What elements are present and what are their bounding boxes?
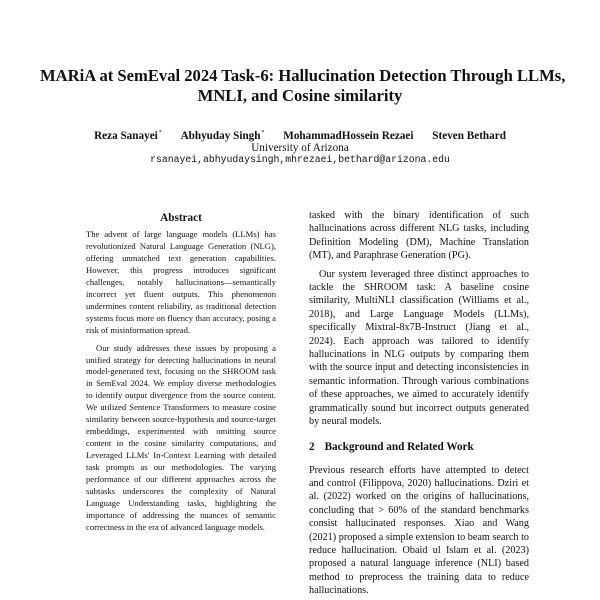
author: Steven Bethard bbox=[432, 129, 506, 142]
section-heading bbox=[309, 440, 529, 454]
abstract-body bbox=[86, 229, 276, 540]
body-paragraph: tasked with the binary identification of such hallucinations across different NLG tasks, including Definition Modeling (DM), Machine Translation (MT), and Paraphrase Generation (PG). bbox=[309, 210, 529, 262]
author: Abhyuday Singh* bbox=[180, 129, 265, 142]
author: Reza Sanayei* bbox=[94, 129, 162, 142]
author-emails: rsanayei,abhyudaysingh,mhrezaei,bethard@arizona.edu bbox=[150, 154, 450, 165]
equal-contribution-mark: * bbox=[261, 130, 265, 136]
abstract-heading: Abstract bbox=[160, 212, 202, 224]
abstract-paragraph: Our study addresses these issues by proposing a unified strategy for detecting hallucinations in neural model-generated text, focusing on the SHROOM task in SemEval 2024. We employ diverse methodologies to identify output divergence from the source content. We utilized Sentence Transformers to measure cosine similarity between source-hypothesis and source-target embeddings, experimented with omitting source content in the cosine similarity computations, and Leveraged LLMs' In-Context Learning with detailed task prompts as our methodologies. The varying performance of our different approaches across the subtasks underscores the complexity of Natural Language Understanding tasks, highlighting the importance of addressing the nuances of semantic correctness in the era of advanced language models. bbox=[86, 342, 276, 532]
section-title: Background and Related Work bbox=[324, 440, 474, 453]
body-paragraph: Our system leveraged three distinct approaches to tackle the SHROOM task: A baseline cosine similarity, MultiNLI classification (Williams et al., 2018), and Large Language Models (LLMs), specifically Mixtral-8x7B-Instruct (Jiang et al., 2024). Each approach was tailored to identify hallucinations in NLG outputs by comparing them with the source input and detecting inconsistencies in semantic information. Through various combinations of these approaches, we aimed to accurately identify grammatically sound but incorrect outputs generated by neural models. bbox=[309, 268, 529, 428]
right-column bbox=[309, 209, 529, 598]
body-paragraph: Previous research efforts have attempted to detect and control (Filippova, 2020) hallucinations. Dziri et al. (2022) worked on the origins of hallucinations, concluding that > 60% of the standard benchmarks consist hallucinated responses. Xiao and Wang (2021) proposed a simple extension to beam search to reduce hallucination. Obaid ul Islam et al. (2023) proposed a natural language inference (NLI) based method to preprocess the training data to reduce hallucinations. bbox=[309, 464, 529, 597]
section-number: 2 bbox=[309, 440, 315, 453]
affiliation: University of Arizona bbox=[251, 142, 349, 154]
abstract-paragraph: The advent of large language models (LLMs) has revolutionized Natural Language Generation (NLG), offering unmatched text generation capabilities. However, this progress introduces significant challenges, notably hallucinations—semantically incorrect yet fluent outputs. This phenomenon undermines content reliability, as traditional detection systems focus more on fluency than accuracy, posing a risk of misinformation spread. bbox=[86, 229, 276, 335]
author: MohammadHossein Rezaei bbox=[283, 129, 414, 142]
equal-contribution-mark: * bbox=[158, 130, 162, 136]
title-line-2: MNLI, and Cosine similarity bbox=[197, 86, 403, 105]
paper-title bbox=[40, 66, 566, 106]
title-line-1: MARiA at SemEval 2024 Task-6: Hallucination Detection Through LLMs, bbox=[40, 66, 566, 85]
